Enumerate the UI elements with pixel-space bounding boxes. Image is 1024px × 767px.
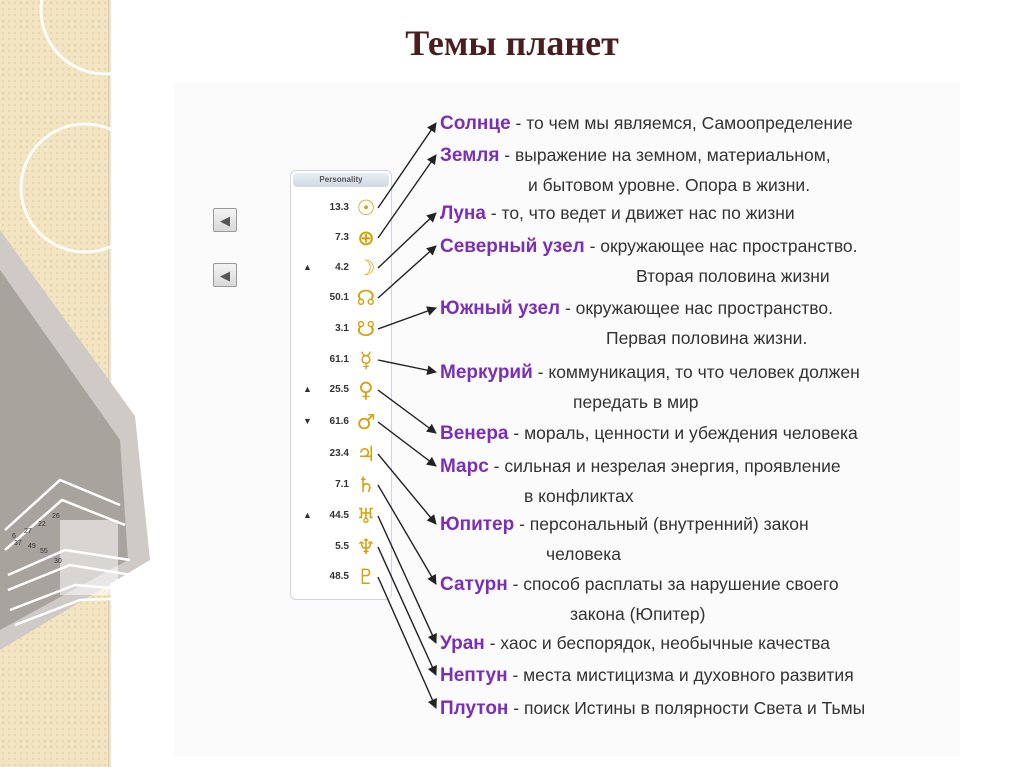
personality-row xyxy=(291,504,391,528)
gate-number: 37 xyxy=(14,540,22,547)
sun-symbol-icon: ☉ xyxy=(356,196,376,220)
personality-row xyxy=(291,410,391,434)
planet-description xyxy=(440,361,860,384)
planet-name: Сатурн xyxy=(440,574,508,595)
prev-arrow-button[interactable] xyxy=(213,208,237,232)
planet-name: Уран xyxy=(440,633,485,654)
gate-number: 6 xyxy=(12,533,16,540)
personality-row xyxy=(291,196,391,220)
planet-name: Земля xyxy=(440,145,500,166)
gate-value: 7.3 xyxy=(335,232,349,243)
mars-symbol-icon: ♂ xyxy=(356,410,376,434)
planet-description xyxy=(440,297,833,320)
arrow-left-icon: ◀ xyxy=(220,267,230,283)
personality-panel xyxy=(290,170,392,600)
planet-name: Северный узел xyxy=(440,236,585,257)
personality-row xyxy=(291,317,391,341)
planet-description xyxy=(440,632,830,655)
arrow-indicator-icon: ▼ xyxy=(303,416,312,426)
planet-name: Марс xyxy=(440,456,489,477)
gate-value: 7.1 xyxy=(335,479,349,490)
planet-description xyxy=(440,697,865,720)
pluto-symbol-icon: ♇ xyxy=(356,565,376,589)
gate-value: 13.3 xyxy=(329,202,349,213)
jupiter-symbol-icon: ♃ xyxy=(356,442,376,466)
gate-value: 4.2 xyxy=(335,262,349,273)
planet-name: Плутон xyxy=(440,698,509,719)
personality-row xyxy=(291,226,391,250)
planet-meaning-continued: Первая половина жизни. xyxy=(606,328,808,348)
personality-row xyxy=(291,535,391,559)
planet-meaning-continued: человека xyxy=(546,544,622,564)
planet-meaning: - персональный (внутренний) закон xyxy=(514,514,809,534)
planet-description xyxy=(440,112,853,135)
personality-row xyxy=(291,256,391,280)
planet-name: Меркурий xyxy=(440,362,533,383)
planet-meaning: - способ расплаты за нарушение своего xyxy=(507,574,839,594)
planet-name: Солнце xyxy=(440,113,511,134)
gate-value: 5.5 xyxy=(335,541,349,552)
personality-row xyxy=(291,442,391,466)
uranus-symbol-icon: ♅ xyxy=(356,504,376,528)
gate-value: 44.5 xyxy=(329,510,349,521)
personality-row xyxy=(291,286,391,310)
slide-title: Темы планет xyxy=(405,23,619,63)
gate-number: 30 xyxy=(54,558,62,565)
planet-meaning-continued: передать в мир xyxy=(573,392,699,412)
personality-row xyxy=(291,378,391,402)
planet-meaning: - хаос и беспорядок, необычные качества xyxy=(484,633,830,653)
personality-row xyxy=(291,348,391,372)
south-node-symbol-icon: ☋ xyxy=(356,317,376,341)
gate-value: 50.1 xyxy=(329,292,349,303)
personality-header: Personality xyxy=(293,173,389,187)
planet-description xyxy=(440,455,841,478)
gate-number: 55 xyxy=(40,548,48,555)
mercury-symbol-icon: ☿ xyxy=(359,348,373,372)
gate-value: 61.1 xyxy=(329,354,349,365)
gate-value: 3.1 xyxy=(335,323,349,334)
planet-description xyxy=(440,202,795,225)
planet-name: Южный узел xyxy=(440,298,561,319)
planet-description xyxy=(440,235,858,258)
planet-description xyxy=(440,513,809,536)
planet-meaning: - коммуникация, то что человек должен xyxy=(532,362,860,382)
gate-value: 48.5 xyxy=(329,571,349,582)
planet-description xyxy=(440,664,854,687)
planet-meaning-continued: закона (Юпитер) xyxy=(570,604,706,624)
neptune-symbol-icon: ♆ xyxy=(356,535,376,559)
planet-meaning: - мораль, ценности и убеждения человека xyxy=(508,423,858,443)
planet-name: Нептун xyxy=(440,665,508,686)
arrow-indicator-icon: ▲ xyxy=(303,384,312,394)
planet-meaning: - выражение на земном, материальном, xyxy=(499,145,831,165)
moon-symbol-icon: ☽ xyxy=(356,256,376,280)
planet-meaning-continued: Вторая половина жизни xyxy=(636,266,830,286)
saturn-symbol-icon: ♄ xyxy=(356,473,376,497)
prev-arrow-button-2[interactable] xyxy=(213,263,237,287)
earth-symbol-icon: ⊕ xyxy=(357,226,375,250)
bodygraph-fragment xyxy=(0,230,250,650)
gate-value: 23.4 xyxy=(329,448,349,459)
north-node-symbol-icon: ☊ xyxy=(356,286,376,310)
planet-meaning: - окружающее нас пространство. xyxy=(584,236,858,256)
planet-name: Венера xyxy=(440,423,509,444)
planet-meaning-continued: и бытовом уровне. Опора в жизни. xyxy=(528,175,811,195)
planet-description xyxy=(440,573,839,596)
gate-value: 61.6 xyxy=(329,416,349,427)
planet-description xyxy=(440,144,831,167)
planet-meaning: - то чем мы являемся, Самоопределение xyxy=(510,113,853,133)
personality-row xyxy=(291,473,391,497)
personality-row xyxy=(291,565,391,589)
arrow-indicator-icon: ▲ xyxy=(303,510,312,520)
planet-meaning: - сильная и незрелая энергия, проявление xyxy=(488,456,841,476)
planet-meaning: - окружающее нас пространство. xyxy=(560,298,833,318)
planet-meaning: - места мистицизма и духовного развития xyxy=(507,665,854,685)
planet-name: Луна xyxy=(440,203,486,224)
gate-number: 49 xyxy=(28,543,36,550)
planet-meaning-continued: в конфликтах xyxy=(524,486,634,506)
arrow-left-icon: ◀ xyxy=(220,212,230,228)
gate-number: 22 xyxy=(38,521,46,528)
planet-name: Юпитер xyxy=(440,514,515,535)
gate-number: 27 xyxy=(24,528,32,535)
gate-value: 25.5 xyxy=(329,384,349,395)
arrow-indicator-icon: ▲ xyxy=(303,262,312,272)
gate-number: 26 xyxy=(52,513,60,520)
planet-meaning: - поиск Истины в полярности Света и Тьмы xyxy=(508,698,866,718)
venus-symbol-icon: ♀ xyxy=(358,378,374,402)
planet-meaning: - то, что ведет и движет нас по жизни xyxy=(485,203,795,223)
planet-description xyxy=(440,422,858,445)
